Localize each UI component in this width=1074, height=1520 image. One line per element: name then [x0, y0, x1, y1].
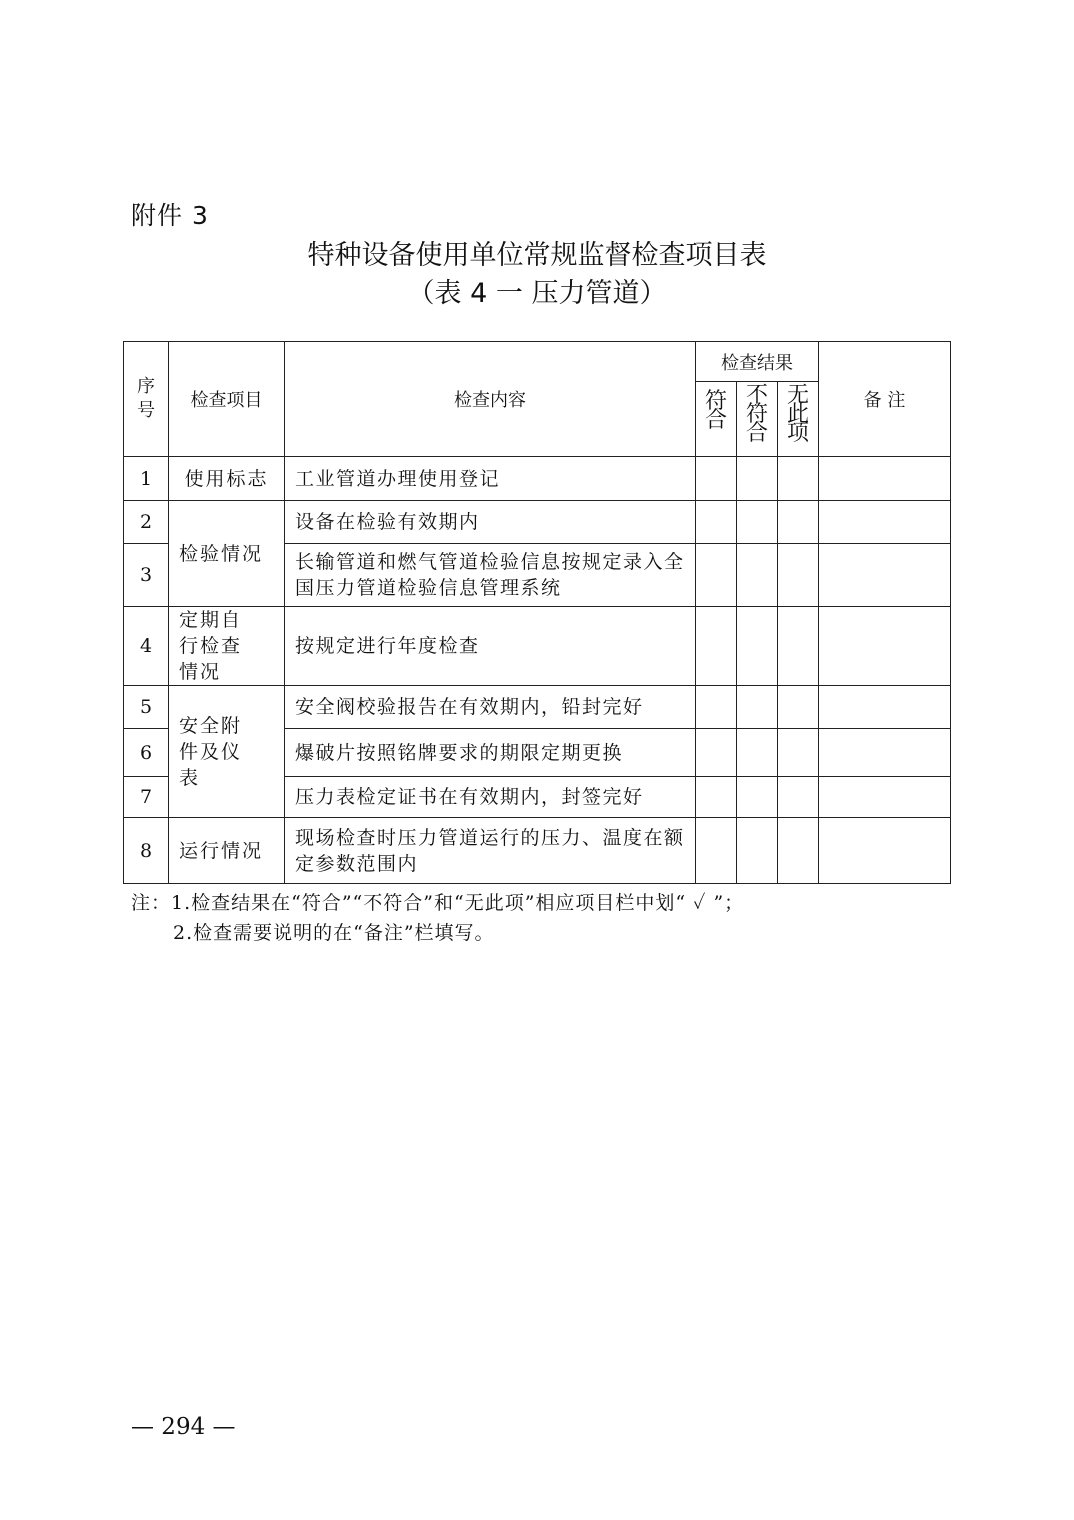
conform-cell[interactable] [696, 457, 737, 501]
row-item: 检验情况 [169, 501, 285, 607]
nonconform-cell[interactable] [737, 686, 778, 729]
note-line-1: 注：1.检查结果在“符合”“不符合”和“无此项”相应项目栏中划“ ✓ ”； [131, 892, 745, 914]
nonconform-cell[interactable] [737, 729, 778, 777]
header-item: 检查项目 [169, 342, 285, 457]
na-cell[interactable] [778, 777, 819, 818]
header-na: 无 此 项 [778, 382, 819, 457]
na-cell[interactable] [778, 457, 819, 501]
nonconform-cell[interactable] [737, 457, 778, 501]
table-row [124, 818, 951, 884]
row-seq: 4 [124, 607, 169, 686]
conform-cell[interactable] [696, 607, 737, 686]
nonconform-cell[interactable] [737, 818, 778, 884]
conform-cell[interactable] [696, 818, 737, 884]
page-subtitle: （表 4 一 压力管道） [407, 278, 667, 309]
header-seq: 序 号 [124, 342, 169, 457]
row-seq: 1 [124, 457, 169, 501]
remark-cell[interactable] [819, 607, 951, 686]
row-content: 爆破片按照铭牌要求的期限定期更换 [285, 729, 696, 777]
conform-cell[interactable] [696, 729, 737, 777]
row-content: 长输管道和燃气管道检验信息按规定录入全国压力管道检验信息管理系统 [285, 544, 696, 607]
row-content: 按规定进行年度检查 [285, 607, 696, 686]
remark-cell[interactable] [819, 686, 951, 729]
row-seq: 7 [124, 777, 169, 818]
conform-cell[interactable] [696, 544, 737, 607]
nonconform-cell[interactable] [737, 501, 778, 544]
nonconform-cell[interactable] [737, 777, 778, 818]
remark-cell[interactable] [819, 544, 951, 607]
header-remark: 备 注 [819, 342, 951, 457]
remark-cell[interactable] [819, 777, 951, 818]
header-result: 检查结果 [696, 342, 819, 382]
row-item: 定期自行检查情况 [169, 607, 285, 686]
row-seq: 3 [124, 544, 169, 607]
remark-cell[interactable] [819, 729, 951, 777]
row-item: 使用标志 [169, 457, 285, 501]
row-seq: 8 [124, 818, 169, 884]
na-cell[interactable] [778, 501, 819, 544]
row-content: 现场检查时压力管道运行的压力、温度在额定参数范围内 [285, 818, 696, 884]
header-conform: 符 合 [696, 382, 737, 457]
table-row [124, 457, 951, 501]
page-number: — 294 — [131, 1414, 236, 1440]
row-item: 安全附件及仪表 [169, 686, 285, 818]
table-row [124, 686, 951, 729]
row-content: 安全阀校验报告在有效期内，铅封完好 [285, 686, 696, 729]
note-line-2: 2.检查需要说明的在“备注”栏填写。 [173, 922, 495, 944]
row-seq: 6 [124, 729, 169, 777]
na-cell[interactable] [778, 544, 819, 607]
page-title: 特种设备使用单位常规监督检查项目表 [307, 240, 767, 271]
table-row [124, 607, 951, 686]
inspection-table [123, 341, 951, 884]
table-row [124, 501, 951, 544]
remark-cell[interactable] [819, 457, 951, 501]
nonconform-cell[interactable] [737, 607, 778, 686]
na-cell[interactable] [778, 686, 819, 729]
row-seq: 2 [124, 501, 169, 544]
na-cell[interactable] [778, 607, 819, 686]
attachment-label: 附件 3 [131, 201, 209, 230]
notes [131, 888, 744, 948]
remark-cell[interactable] [819, 818, 951, 884]
conform-cell[interactable] [696, 501, 737, 544]
row-seq: 5 [124, 686, 169, 729]
conform-cell[interactable] [696, 777, 737, 818]
header-content: 检查内容 [285, 342, 696, 457]
row-content: 压力表检定证书在有效期内，封签完好 [285, 777, 696, 818]
na-cell[interactable] [778, 818, 819, 884]
header-nonconform: 不 符 合 [737, 382, 778, 457]
nonconform-cell[interactable] [737, 544, 778, 607]
row-content: 工业管道办理使用登记 [285, 457, 696, 501]
conform-cell[interactable] [696, 686, 737, 729]
row-content: 设备在检验有效期内 [285, 501, 696, 544]
remark-cell[interactable] [819, 501, 951, 544]
row-item: 运行情况 [169, 818, 285, 884]
na-cell[interactable] [778, 729, 819, 777]
